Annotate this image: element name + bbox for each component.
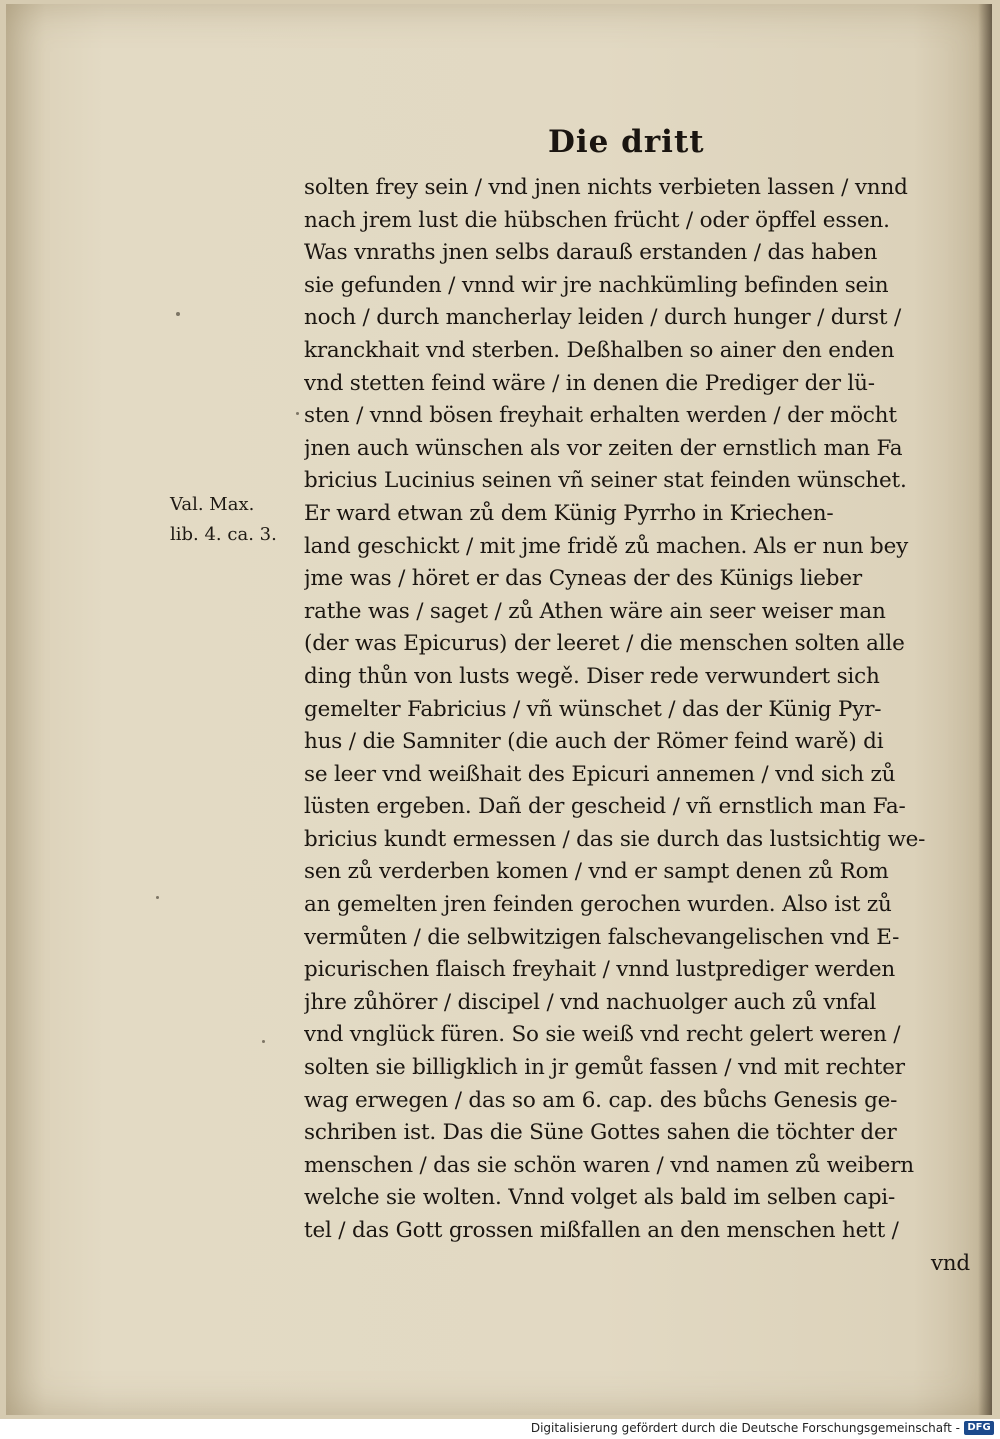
text-line: rathe was / saget / zů Athen wäre ain seer weiser man xyxy=(304,598,886,624)
text-line: se leer vnd weißhait des Epicuri annemen / vnd sich zů xyxy=(304,761,896,787)
text-line: tel / das Gott grossen mißfallen an den menschen hett / xyxy=(304,1218,899,1243)
text-line: jnen auch wünschen als vor zeiten der ernstlich man Fa xyxy=(304,435,903,461)
text-line: land geschickt / mit jme fridě zů machen. Als er nun bey xyxy=(304,533,909,559)
text-line: jhre zůhörer / discipel / vnd nachuolger auch zů vnfal xyxy=(304,989,877,1015)
text-line: welche sie wolten. Vnnd volget als bald im selben capi- xyxy=(304,1185,896,1211)
footer-bar xyxy=(0,1419,1000,1439)
ink-speck xyxy=(156,896,159,899)
text-line: hus / die Samniter (die auch der Römer feind warě) di xyxy=(304,729,884,755)
text-line: jme was / höret er das Cyneas der des Künigs lieber xyxy=(304,566,862,592)
catchword: vnd xyxy=(930,1250,970,1276)
text-line: nach jrem lust die hübschen frücht / oder öpffel essen. xyxy=(304,207,890,233)
text-line: Was vnraths jnen selbs darauß erstanden / das haben xyxy=(304,240,878,266)
text-line: (der was Epicurus) der leeret / die menschen solten alle xyxy=(304,631,905,657)
text-line: menschen / das sie schön waren / vnd namen zů weibern xyxy=(304,1152,914,1178)
text-line: noch / durch mancherlay leiden / durch hunger / durst / xyxy=(304,305,902,331)
text-line: solten sie billigklich in jr gemůt fassen / vnd mit rechter xyxy=(304,1055,905,1081)
marginal-note-line: Val. Max. xyxy=(170,494,255,515)
text-line: lüsten ergeben. Dañ der gescheid / vñ ernstlich man Fa- xyxy=(304,794,906,820)
text-line: bricius Lucinius seinen vñ seiner stat feinden wünschet. xyxy=(304,468,907,494)
text-block xyxy=(304,172,972,1280)
text-line: solten frey sein / vnd jnen nichts verbieten lassen / vnnd xyxy=(304,175,908,200)
text-line: wag erwegen / das so am 6. cap. des bůchs Genesis ge- xyxy=(304,1087,898,1113)
text-line: vermůten / die selbwitzigen falschevangelischen vnd E- xyxy=(304,924,900,950)
text-line: sie gefunden / vnnd wir jre nachkümling befinden sein xyxy=(304,272,889,298)
marginal-note xyxy=(170,490,277,550)
text-line: Er ward etwan zů dem Künig Pyrrho in Kriechen- xyxy=(304,500,834,526)
text-line: vnd vnglück füren. So sie weiß vnd recht gelert weren / xyxy=(304,1022,901,1048)
text-line: bricius kundt ermessen / das sie durch das lustsichtig we- xyxy=(304,826,926,852)
text-line: gemelter Fabricius / vñ wünschet / das der Künig Pyr- xyxy=(304,696,882,722)
text-line: picurischen flaisch freyhait / vnnd lustprediger werden xyxy=(304,957,896,983)
ink-speck xyxy=(262,1040,265,1043)
ink-speck xyxy=(176,312,180,316)
text-line: sten / vnnd bösen freyhait erhalten werden / der möcht xyxy=(304,403,897,429)
text-line: schriben ist. Das die Süne Gottes sahen die töchter der xyxy=(304,1120,897,1146)
text-line: an gemelten jren feinden gerochen wurden. Also ist zů xyxy=(304,892,892,918)
text-line: ding thůn von lusts wegě. Diser rede verwundert sich xyxy=(304,663,880,689)
text-line: sen zů verderben komen / vnd er sampt denen zů Rom xyxy=(304,859,889,885)
dfg-logo: DFG xyxy=(964,1421,994,1435)
footer-credit: Digitalisierung gefördert durch die Deutsche Forschungsgemeinschaft - xyxy=(530,1421,960,1435)
text-line: kranckhait vnd sterben. Deßhalben so ainer den enden xyxy=(304,337,895,363)
gutter-shadow xyxy=(978,4,992,1415)
ink-speck xyxy=(296,412,299,415)
marginal-note-line: lib. 4. ca. 3. xyxy=(170,524,277,545)
text-line: vnd stetten feind wäre / in denen die Prediger der lü- xyxy=(304,370,875,396)
running-head: Die dritt xyxy=(548,124,705,160)
